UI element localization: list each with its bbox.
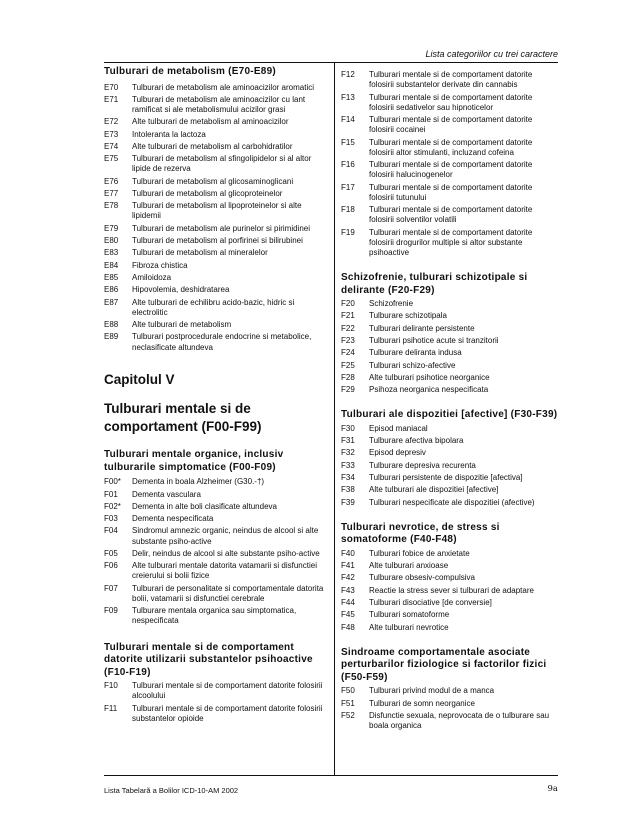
code-entry [104,154,328,174]
entry-description: Delir, neindus de alcool si alte substante psiho-active [132,548,320,558]
code-entry [341,436,558,446]
column-divider [334,63,335,775]
entry-code: E84 [104,260,119,270]
entry-description: Alte tulburari de metabolism [132,320,232,330]
code-entry [341,711,558,731]
entry-description: Tulburari postprocedurale endocrine si metabolice, neclasificate altundeva [132,332,312,352]
entry-description: Tulburare schizotipala [369,311,447,321]
entry-description: Tulburari mentale si de comportament datorite folosirii halucinogenelor [369,160,533,180]
code-entry [104,584,328,604]
entry-code: F02* [104,501,121,511]
entry-description: Tulburari mentale si de comportament datorite folosirii tutunului [369,182,533,202]
entry-description: Psihoza neorganica nespecificata [369,385,489,395]
entry-code: F39 [341,497,355,507]
entry-description: Tulburari schizo-afective [369,360,456,370]
code-entry [104,526,328,546]
entry-description: Tulburari de metabolism ale purinelor si pirimidinei [132,223,310,233]
section-f10-f19 [104,642,328,724]
entry-code: F29 [341,385,355,395]
code-entry [104,514,328,524]
entry-description: Tulburari nespecificate ale dispozitiei (afective) [369,497,535,507]
entry-code: E80 [104,236,119,246]
code-entry [104,83,328,93]
entry-description: Schizofrenie [369,299,414,309]
entry-code: E87 [104,297,119,307]
entry-code: F14 [341,115,355,124]
code-entry [104,606,328,626]
entry-description: Tulburari de metabolism al glicosaminoglicani [132,176,294,186]
entry-code: E79 [104,223,119,233]
code-entry [104,201,328,221]
code-entry [341,424,558,434]
entry-description: Dementa in alte boli clasificate altundeva [132,501,277,511]
entry-code: F42 [341,573,355,583]
page-number: 9a [547,784,558,794]
entry-description: Tulburari de somn neorganice [369,698,475,708]
section-f10-f19-continued [341,70,558,258]
entry-code: E73 [104,129,119,139]
code-entry [341,361,558,371]
chapter-subtitle: Tulburari mentale si de comportament (F00-F99) [104,401,262,434]
entry-code: F12 [341,70,355,79]
entry-code: F15 [341,137,355,147]
code-entry [341,205,558,225]
code-entry [341,586,558,596]
footer-rule [104,775,558,776]
code-entry [104,177,328,187]
code-entry [341,138,558,158]
entry-code: E78 [104,201,119,211]
entry-description: Episod depresiv [369,448,426,458]
entry-code: F07 [104,583,118,593]
entry-code: F11 [104,703,118,713]
section-heading: Tulburari mentale organice, inclusiv tulburarile simptomatice (F00-F09) [104,449,284,473]
entry-description: Hipovolemia, deshidratarea [132,285,230,295]
entry-description: Alte tulburari mentale datorita vatamarii si disfunctiei creierului si bolii fizice [132,561,317,581]
entry-code: F28 [341,372,355,382]
entry-code: E83 [104,248,119,258]
entry-code: F43 [341,585,355,595]
entry-code: F09 [104,606,118,616]
code-entry [341,183,558,203]
entry-description: Intoleranta la lactoza [132,129,206,139]
entry-code: F05 [104,548,118,558]
entry-description: Fibroza chistica [132,260,188,270]
section-heading: Sindroame comportamentale asociate perturbarilor fiziologice si factorilor fizici (F50-F59) [341,646,547,683]
code-entry [341,385,558,395]
entry-code: F22 [341,323,355,333]
entry-description: Tulburari mentale si de comportament datorite folosirii cocainei [369,115,533,135]
entry-code: F33 [341,460,355,470]
code-entry [341,115,558,135]
entry-description: Episod maniacal [369,423,428,433]
entry-description: Tulburari somatoforme [369,610,450,620]
code-entry [104,490,328,500]
section-heading: Tulburari ale dispozitiei [afective] (F30-F39) [341,409,558,421]
code-entry [341,485,558,495]
entry-code: F20 [341,299,355,309]
entry-code: F10 [104,681,118,691]
entry-description: Tulburari mentale si de comportament datorite folosirii solventilor volatili [369,205,533,225]
code-entry [341,299,558,309]
entry-code: F18 [341,205,355,214]
entry-code: F23 [341,336,355,345]
code-entry [341,448,558,458]
code-entry [104,117,328,127]
code-entry [104,224,328,234]
entry-description: Alte tulburari de metabolism al aminoacizilor [132,117,289,127]
entry-code: F01 [104,489,118,499]
entry-code: E70 [104,82,119,92]
entry-description: Tulburare afectiva bipolara [369,436,464,446]
code-entry [341,549,558,559]
code-entry [104,189,328,199]
code-entry [104,298,328,318]
entry-description: Tulburari mentale si de comportament datorite folosirii sedativelor sau hipnoticelor [369,92,533,112]
entry-code: E75 [104,154,119,164]
entry-description: Alte tulburari nevrotice [369,622,449,632]
code-entry [104,332,328,352]
entry-description: Tulburari mentale si de comportament datorite folosirii drogurilor multiple si altor substante psihoactive [369,227,533,257]
entry-code: E85 [104,272,119,282]
section-heading: Schizofrenie, tulburari schizotipale si delirante (F20-F29) [341,272,528,296]
code-entry [341,160,558,180]
entry-code: E76 [104,176,119,186]
entry-code: F30 [341,423,355,433]
code-entry [104,681,328,701]
code-entry [104,549,328,559]
entry-description: Tulburari disociative [de conversie] [369,598,492,608]
entry-code: E88 [104,320,119,330]
entry-description: Tulburari mentale si de comportament datorite folosirii alcoolului [132,681,323,701]
entry-description: Tulburari mentale si de comportament datorite folosirii altor stimulanti, incluzand cofeina [369,137,533,157]
section-heading: Tulburari mentale si de comportament datorite utilizarii substantelor psihoactive (F10-F19) [104,641,313,678]
entry-description: Tulburari mentale si de comportament datorite folosirii substantelor opioide [132,703,323,723]
entry-description: Alte tulburari de echilibru acido-bazic, hidric si electrolitic [132,297,295,317]
entry-code: F50 [341,686,355,696]
chapter-title: Capitolul V [104,371,175,387]
entry-description: Tulburare deliranta indusa [369,348,462,358]
entry-code: F32 [341,448,355,458]
entry-description: Tulburari psihotice acute si tranzitorii [369,336,499,345]
entry-description: Dementa vasculara [132,489,201,499]
entry-description: Tulburare mentala organica sau simptomatica, nespecificata [132,606,297,626]
entry-description: Tulburare depresiva recurenta [369,460,476,470]
entry-code: E74 [104,141,119,151]
code-entry [104,142,328,152]
code-entry [341,93,558,113]
code-entry [104,320,328,330]
entry-description: Alte tulburari de metabolism al carbohidratilor [132,141,293,151]
entry-code: F03 [104,514,118,524]
entry-description: Tulburari de metabolism al mineralelor [132,248,268,258]
entry-description: Tulburare obsesiv-compulsiva [369,573,475,583]
entry-code: F52 [341,710,355,720]
code-entry [104,561,328,581]
entry-description: Tulburari de metabolism al glicoproteinelor [132,188,283,198]
code-entry [104,130,328,140]
section-f00-f09 [104,449,328,626]
entry-description: Alte tulburari anxioase [369,561,449,571]
section-heading: Tulburari nevrotice, de stress si somatoforme (F40-F48) [341,521,500,546]
code-entry [341,461,558,471]
entry-code: F13 [341,92,355,102]
entry-code: F24 [341,348,355,358]
entry-code: F45 [341,610,355,620]
section-f20-f29 [341,272,558,395]
entry-description: Tulburari de metabolism ale aminoacizilor cu lant ramificat si ale metabolismului acizilor grasi [132,94,306,114]
section-f40-f48 [341,522,558,633]
entry-code: F17 [341,182,355,192]
code-entry [341,336,558,346]
entry-description: Tulburari de metabolism al porfirinei si bilirubinei [132,236,303,246]
entry-description: Dementa nespecificata [132,514,214,524]
header-rule [104,62,558,63]
code-entry [104,502,328,512]
entry-code: E77 [104,188,119,198]
entry-code: E71 [104,94,119,104]
entry-description: Tulburari fobice de anxietate [369,548,470,558]
entry-code: F19 [341,227,355,237]
entry-code: F25 [341,360,355,370]
entry-description: Tulburari de metabolism al sfingolipidelor si al altor lipide de rezerva [132,154,312,174]
code-entry [341,686,558,696]
entry-code: F21 [341,311,355,321]
entry-code: F40 [341,548,355,558]
section-heading: Tulburari de metabolism (E70-E89) [104,66,276,77]
entry-description: Reactie la stress sever si tulburari de adaptare [369,585,534,595]
entry-description: Dementa in boala Alzheimer (G30.-†) [132,477,265,487]
code-entry [104,477,328,487]
code-entry [341,498,558,508]
entry-description: Tulburari persistente de dispozitie [afectiva] [369,473,523,483]
right-column [341,66,558,733]
code-entry [104,261,328,271]
entry-code: E72 [104,117,119,127]
entry-description: Amiloidoza [132,272,172,282]
entry-code: F48 [341,622,355,632]
chapter-v [104,371,328,436]
entry-description: Tulburari mentale si de comportament datorite folosirii substantelor derivate din cannabis [369,70,533,90]
entry-code: F51 [341,698,355,708]
entry-description: Tulburari delirante persistente [369,323,475,333]
entry-description: Alte tulburari psihotice neorganice [369,372,490,382]
entry-code: F00* [104,477,121,487]
code-entry [341,623,558,633]
code-entry [341,324,558,334]
entry-description: Alte tulburari ale dispozitiei [afective] [369,485,499,495]
entry-code: F38 [341,485,355,495]
code-entry [341,598,558,608]
code-entry [341,573,558,583]
entry-code: F34 [341,473,355,483]
section-e70-e89 [104,66,328,353]
entry-code: E86 [104,285,119,295]
running-header: Lista categoriilor cu trei caractere [425,49,558,59]
code-entry [341,699,558,709]
section-f30-f39 [341,409,558,507]
footer-source: Lista Tabelară a Bolilor ICD-10-AM 2002 [104,786,239,795]
code-entry [341,311,558,321]
code-entry [341,561,558,571]
entry-description: Tulburari de metabolism ale aminoacizilor aromatici [132,82,314,92]
entry-description: Tulburari de metabolism al lipoproteinelor si alte lipidemii [132,201,302,221]
entry-code: F16 [341,160,355,169]
code-entry [104,95,328,115]
code-entry [341,473,558,483]
entry-description: Sindromul amnezic organic, neindus de alcool si alte substante psiho-active [132,526,319,546]
code-entry [341,348,558,358]
section-f50-f59 [341,647,558,732]
code-entry [104,704,328,724]
entry-description: Tulburari de personalitate si comportamentale datorita bolii, vatamarii si disfunctiei cerebrale [132,583,324,603]
entry-description: Tulburari privind modul de a manca [369,686,495,696]
code-entry [341,610,558,620]
code-entry [104,285,328,295]
left-column [104,66,328,726]
entry-code: F44 [341,598,355,608]
entry-code: F31 [341,436,355,446]
code-entry [341,70,558,90]
code-entry [104,236,328,246]
code-entry [341,373,558,383]
code-entry [341,228,558,259]
entry-code: F04 [104,526,118,536]
entry-code: F06 [104,561,118,571]
entry-description: Disfunctie sexuala, neprovocata de o tulburare sau boala organica [369,710,550,731]
entry-code: F41 [341,561,355,571]
code-entry [104,273,328,283]
entry-code: E89 [104,332,119,342]
code-entry [104,248,328,258]
